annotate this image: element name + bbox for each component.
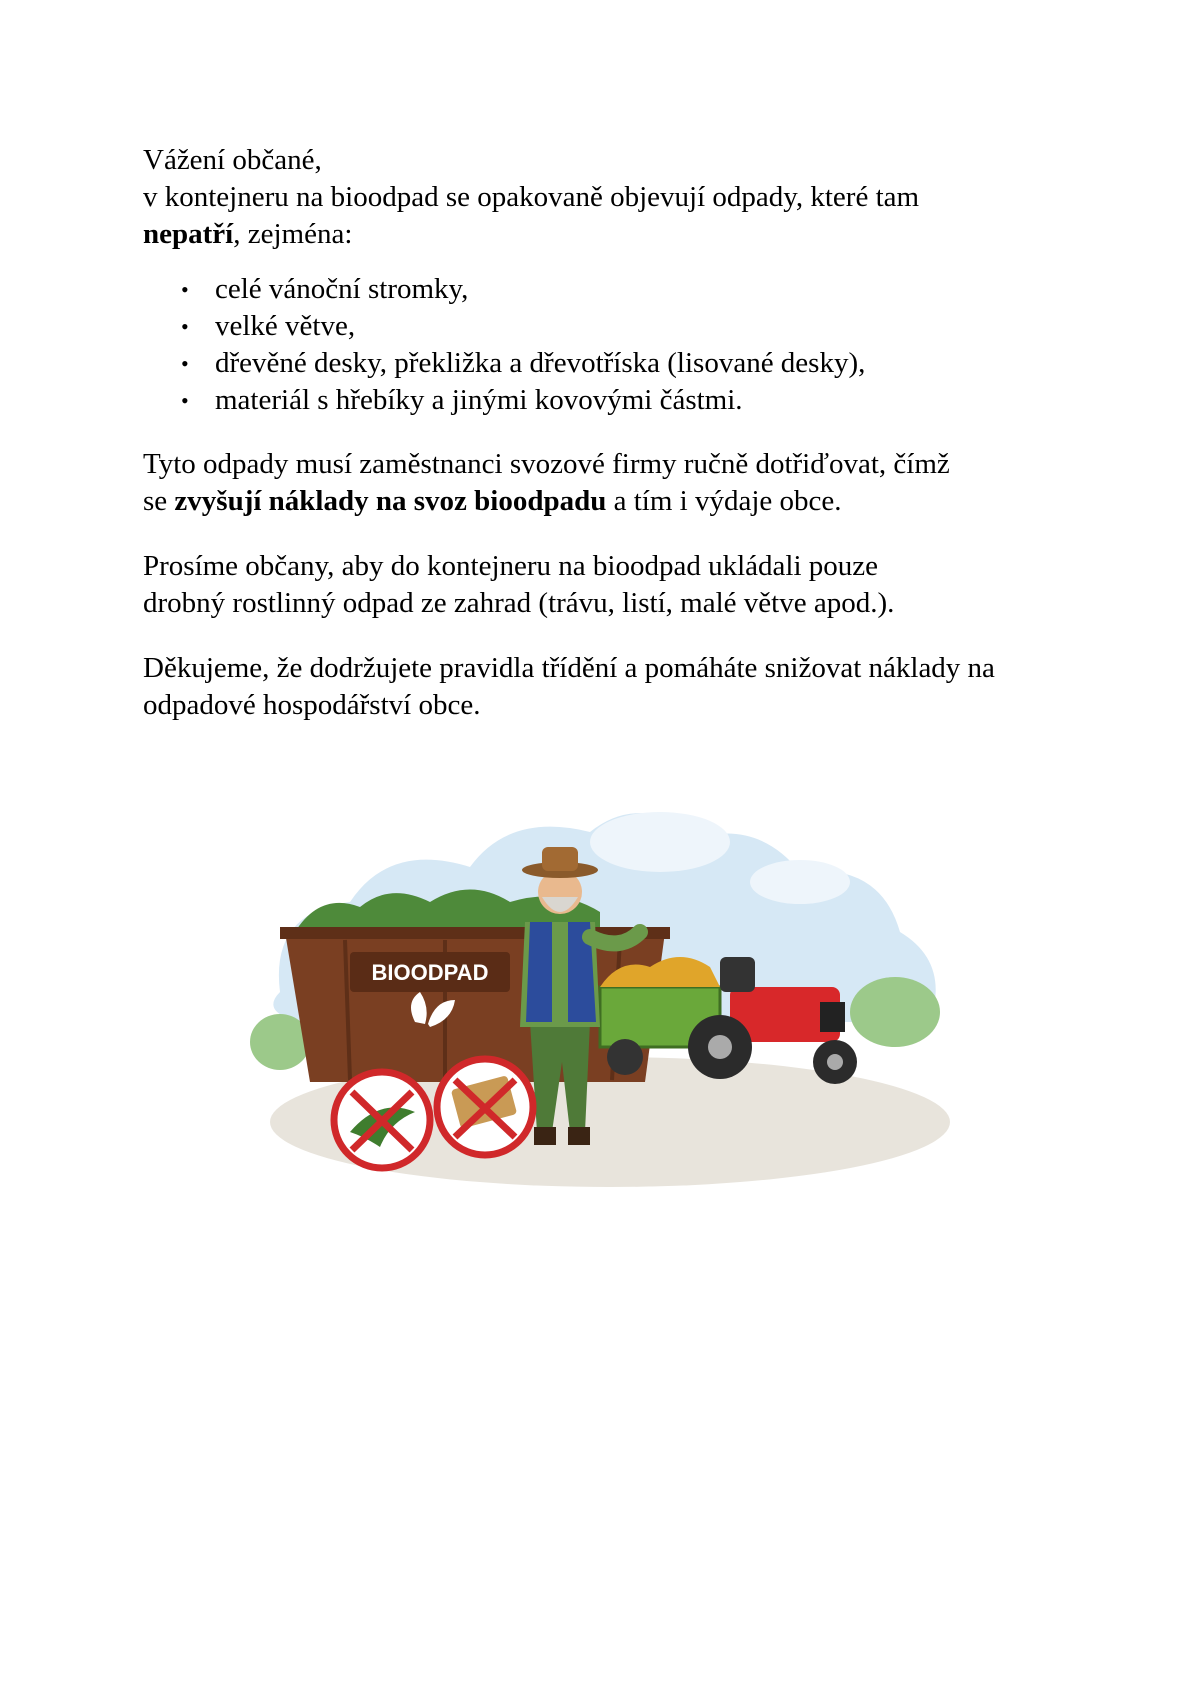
trailer-wheel: [607, 1039, 643, 1075]
intro-paragraph: [143, 179, 963, 253]
list-item: [143, 308, 1073, 345]
bush: [850, 977, 940, 1047]
list-item: [143, 345, 1073, 382]
intro-text-end: , zejména:: [233, 218, 353, 250]
farmer-boots: [568, 1127, 590, 1145]
tractor-grille: [820, 1002, 845, 1032]
bullet-icon: •: [181, 277, 189, 302]
farmer-boots: [534, 1127, 556, 1145]
letter-body: [143, 142, 1073, 724]
sky-cloud-white: [750, 860, 850, 904]
bullet-icon: •: [181, 388, 189, 413]
illustration: [240, 762, 980, 1252]
tractor-seat: [720, 957, 755, 992]
cost-paragraph: [143, 446, 1073, 520]
tractor-wheel-front-hub: [827, 1054, 843, 1070]
thanks-paragraph: Děkujeme, že dodržujete pravidla třídění a pomáháte snižovat náklady na odpadové hospodářství obce.: [143, 652, 995, 721]
list-item-text: velké větve,: [215, 310, 356, 342]
request-paragraph: Prosíme občany, aby do kontejneru na bioodpad ukládali pouze drobný rostlinný odpad ze zahrad (trávu, listí, malé větve apod.).: [143, 550, 895, 619]
greeting: Vážení občané,: [143, 144, 322, 176]
container-label: BIOODPAD: [371, 960, 489, 985]
intro-text: v kontejneru na bioodpad se opakovaně objevují odpady, které tam: [143, 181, 920, 213]
cost-text-end: a tím i výdaje obce.: [606, 485, 842, 517]
list-item-text: materiál s hřebíky a jinými kovovými částmi.: [215, 384, 743, 416]
bullet-icon: •: [181, 351, 189, 376]
list-item: [143, 382, 1073, 419]
farmer-hat-crown: [542, 847, 578, 871]
list-item: [143, 271, 1073, 308]
sky-cloud-white: [590, 812, 730, 872]
intro-bold: nepatří: [143, 218, 234, 250]
tractor-wheel-rear-hub: [708, 1035, 732, 1059]
cost-text: Tyto odpady musí zaměstnanci svozové firmy ručně dotřiďovat, čímž: [143, 448, 950, 480]
list-item-text: dřevěné desky, překližka a dřevotříska (lisované desky),: [215, 347, 866, 379]
list-item-text: celé vánoční stromky,: [215, 273, 469, 305]
bullet-icon: •: [181, 314, 189, 339]
bullet-list: [143, 271, 1073, 419]
cost-bold: zvyšují náklady na svoz bioodpadu: [174, 485, 607, 517]
cost-text-prefix: se: [143, 485, 175, 517]
